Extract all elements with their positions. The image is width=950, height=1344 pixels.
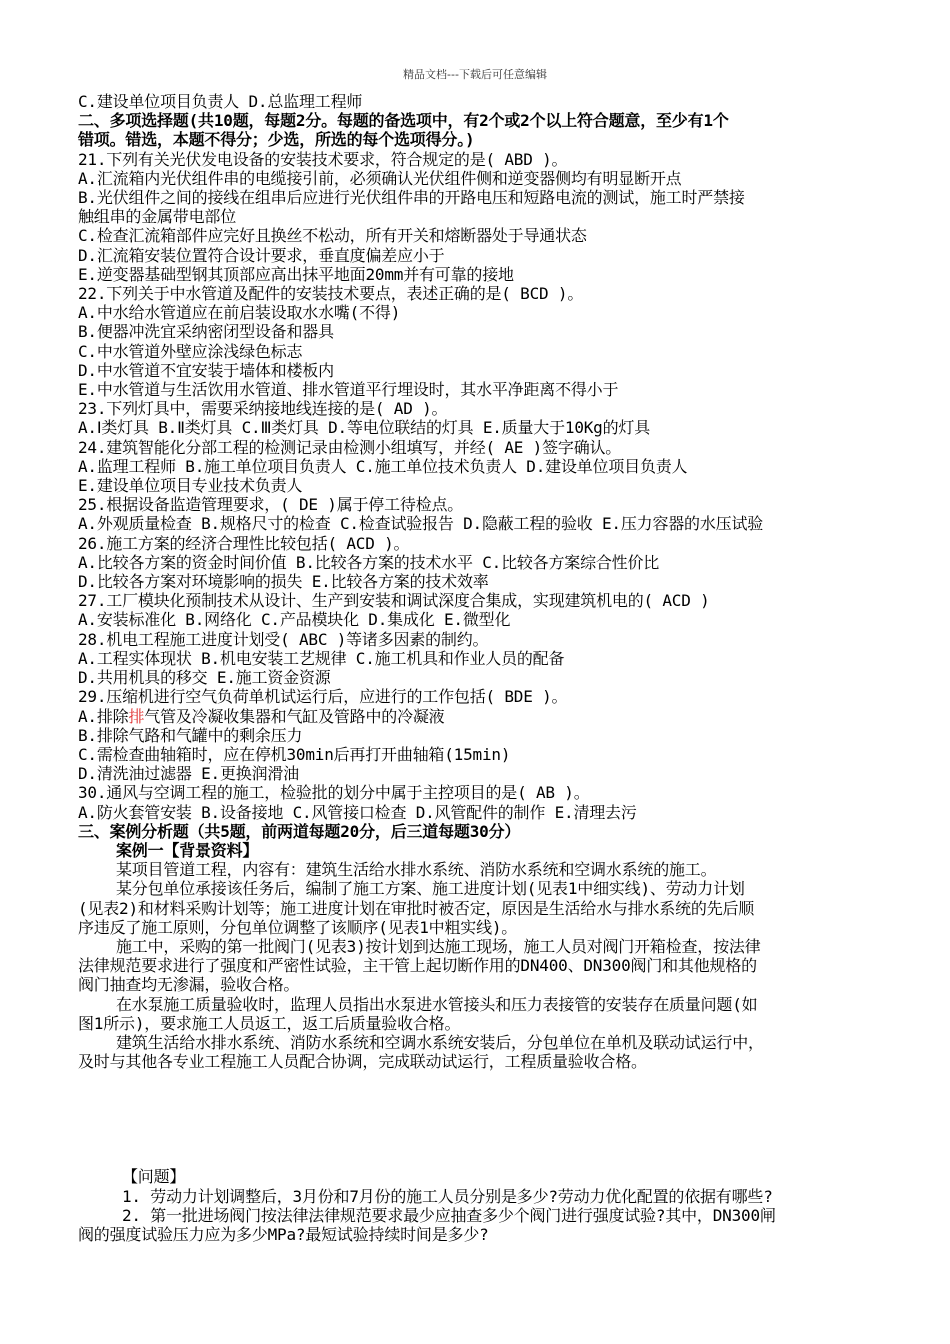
text-line: 26.施工方案的经济合理性比较包括( ACD )。 (78, 533, 410, 553)
page-header: 精品文档---下载后可任意编辑 (403, 68, 547, 81)
text-line: A.工程实体现状 B.机电安装工艺规律 C.施工机具和作业人员的配备 (78, 648, 565, 668)
text-line: 23.下列灯具中，需要采纳接地线连接的是( AD )。 (78, 399, 448, 419)
text-line: 某项目管道工程，内容有：建筑生活给水排水系统、消防水系统和空调水系统的施工。 (116, 860, 717, 880)
text-line: 触组串的金属带电部位 (78, 207, 237, 227)
text-line: A.中水给水管道应在前启装设取水水嘴(不得) (78, 303, 401, 323)
text-line: 图1所示)，要求施工人员返工，返工后质量验收合格。 (78, 1013, 461, 1033)
text-line: 施工中，采购的第一批阀门(见表3)按计划到达施工现场，施工人员对阀门开箱检查，按法律 (116, 936, 761, 956)
text-line: C.检查汇流箱部件应完好且换丝不松动，所有开关和熔断器处于导通状态 (78, 226, 587, 246)
text-line: A.安装标准化 B.网络化 C.产品模块化 D.集成化 E.微型化 (78, 610, 511, 630)
text-line: 21.下列有关光伏发电设备的安装技术要求，符合规定的是( ABD )。 (78, 149, 568, 169)
section-multiple-choice (78, 92, 898, 707)
text-line: A.监理工程师 B.施工单位项目负责人 C.施工单位技术负责人 D.建设单位项目负责人 (78, 456, 688, 476)
text-line: 28.机电工程施工进度计划受( ABC )等诸多因素的制约。 (78, 629, 489, 649)
text-line: B.排除气路和气罐中的剩余压力 (78, 725, 303, 745)
text-line: A.比较各方案的资金时间价值 B.比较各方案的技术水平 C.比较各方案综合性价比 (78, 552, 660, 572)
text-line: 24.建筑智能化分部工程的检测记录由检测小组填写，并经( AE )签字确认。 (78, 437, 622, 457)
text-line: 错项。错选，本题不得分；少选，所选的每个选项得分。) (78, 130, 475, 150)
blank-space (78, 1071, 898, 1167)
text-line: D.汇流箱安装位置符合设计要求，垂直度偏差应小于 (78, 245, 445, 265)
text-line: A.排除排气管及冷凝收集器和气缸及管路中的冷凝液 (78, 706, 445, 726)
text-line: E.建设单位项目专业技术负责人 (78, 476, 303, 496)
text-line: D.中水管道不宜安装于墙体和楼板内 (78, 360, 334, 380)
text-line: A.外观质量检查 B.规格尺寸的检查 C.检查试验报告 D.隐蔽工程的验收 E.压力容器的水压试验 (78, 514, 764, 534)
text-line: 25.根据设备监造管理要求，( DE )属于停工待检点。 (78, 495, 464, 515)
text-line: C.中水管道外壁应涂浅绿色标志 (78, 341, 303, 361)
text-line: 阀的强度试验压力应为多少MPa?最短试验持续时间是多少? (78, 1224, 489, 1244)
text-line: 阀门抽查均无渗漏，验收合格。 (78, 975, 300, 995)
text-line: D.共用机具的移交 E.施工资金资源 (78, 668, 331, 688)
text-line: (见表2)和材料采购计划等；施工进度计划在审批时被否定，原因是生活给水与排水系统的先后顺 (78, 898, 755, 918)
text-line: 三、案例分析题（共5题，前两道每题20分，后三道每题30分） (78, 821, 521, 841)
text-line: B.光伏组件之间的接线在组串后应进行光伏组件串的开路电压和短路电流的测试，施工时严禁接 (78, 188, 745, 208)
text-line: 30.通风与空调工程的施工，检验批的划分中属于主控项目的是( AB )。 (78, 783, 590, 803)
section-case-analysis (78, 726, 898, 1072)
text-line: 建筑生活给水排水系统、消防水系统和空调水系统安装后，分包单位在单机及联动试运行中， (116, 1032, 764, 1052)
text-line: 及时与其他各专业工程施工人员配合协调，完成联动试运行，工程质量验收合格。 (78, 1052, 647, 1072)
text-line: 27.工厂模块化预制技术从设计、生产到安装和调试深度合集成，实现建筑机电的( ACD ) (78, 591, 710, 611)
text-line: E.中水管道与生活饮用水管道、排水管道平行埋设时，其水平净距离不得小于 (78, 380, 619, 400)
document-body (78, 92, 898, 1244)
text-line: 22.下列关于中水管道及配件的安装技术要点，表述正确的是( BCD )。 (78, 284, 584, 304)
text-line: C.需检查曲轴箱时，应在停机30min后再打开曲轴箱(15min) (78, 744, 511, 764)
text-line: 法律规范要求进行了强度和严密性试验，主干管上起切断作用的DN400、DN300阀门和其他规格的 (78, 956, 757, 976)
text-line: 案例一【背景资料】 (116, 840, 259, 860)
text-line: D.比较各方案对环境影响的损失 E.比较各方案的技术效率 (78, 572, 489, 592)
text-line: 二、多项选择题(共10题，每题2分。每题的备选项中，有2个或2个以上符合题意，至少有1个 (78, 111, 729, 131)
text-line: A.汇流箱内光伏组件串的电缆接引前，必须确认光伏组件侧和逆变器侧均有明显断开点 (78, 168, 682, 188)
text-line: 29.压缩机进行空气负荷单机试运行后，应进行的工作包括( BDE )。 (78, 687, 568, 707)
text-line: A.防火套管安装 B.设备接地 C.风管接口检查 D.风管配件的制作 E.清理去污 (78, 802, 637, 822)
text-line: 1. 劳动力计划调整后，3月份和7月份的施工人员分别是多少?劳动力优化配置的依据有哪些? (122, 1186, 773, 1206)
text-line: E.逆变器基础型钢其顶部应高出抹平地面20mm并有可靠的接地 (78, 264, 514, 284)
text-line: A.Ⅰ类灯具 B.Ⅱ类灯具 C.Ⅲ类灯具 D.等电位联结的灯具 E.质量大于10Kg的灯具 (78, 418, 651, 438)
text-line: D.清洗油过滤器 E.更换润滑油 (78, 764, 299, 784)
text-line: B.便器冲洗宜采纳密闭型设备和器具 (78, 322, 334, 342)
text-line: 【问题】 (122, 1167, 186, 1187)
text-line: 在水泵施工质量验收时，监理人员指出水泵进水管接头和压力表接管的安装存在质量问题(如 (116, 994, 758, 1014)
highlighted-text: 排 (128, 706, 145, 726)
text-line: 序违反了施工原则，分包单位调整了该顺序(见表1中粗实线)。 (78, 917, 518, 937)
text-line: 某分包单位承接该任务后，编制了施工方案、施工进度计划(见表1中细实线)、劳动力计划 (116, 879, 745, 899)
text-line: C.建设单位项目负责人 D.总监理工程师 (78, 92, 363, 111)
text-line: 2. 第一批进场阀门按法律法律规范要求最少应抽查多少个阀门进行强度试验?其中，DN300闸 (122, 1205, 776, 1225)
section-questions (78, 1167, 898, 1244)
